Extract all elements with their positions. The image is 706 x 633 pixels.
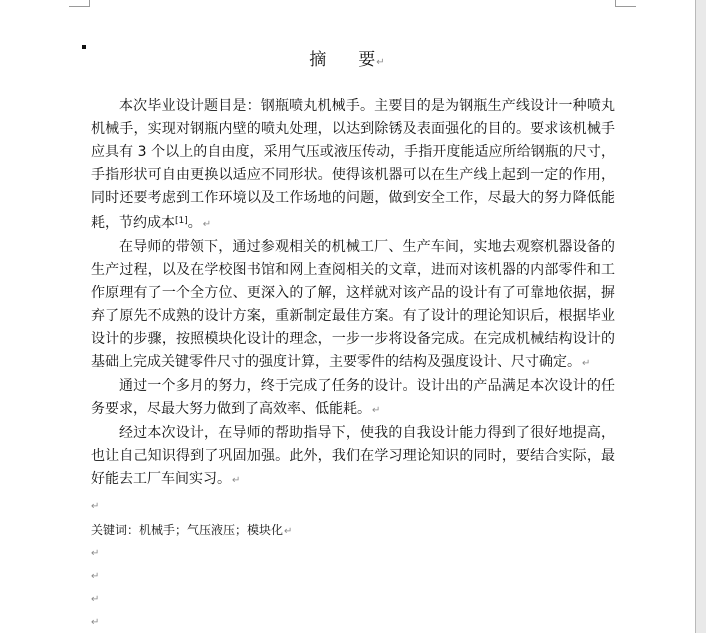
paragraph-mark: ↵ [284, 526, 293, 537]
paragraph-1-text: 本次毕业设计题目是：钢瓶喷丸机械手。主要目的是为钢瓶生产线设计一种喷丸机械手，实现对钢瓶内壁的喷丸处理，以达到除锈及表面强化的目的。要求该机械手应具有 3 个以上的自由度，采用气压或液压传动，手指开度能适应所给钢瓶的尺寸，手指形状可自由更换以适应不同形状。使得该机器可以在生产线上起到一定的作用，同时还要考虑到工作环境以及工作场地的问题，做到安全工作，尽最大的努力降低能耗，节约成本 [91, 98, 615, 231]
paragraph-mark: ↵ [202, 219, 212, 230]
keywords-text: 关键词：机械手；气压液压；模块化 [91, 523, 284, 537]
empty-paragraph-mark: ↵ [91, 617, 100, 628]
paragraph-mark: ↵ [376, 57, 385, 68]
empty-paragraph-mark: ↵ [91, 571, 100, 582]
abstract-title [0, 49, 694, 74]
paragraph-3-text: 通过一个多月的努力，终于完成了任务的设计。设计出的产品满足本次设计的任务要求，尽最大努力做到了高效率、低能耗。 [91, 378, 615, 417]
paragraph-mark: ↵ [372, 405, 381, 416]
paragraph-mark: ↵ [582, 358, 591, 369]
title-char-right: 要 [358, 50, 376, 70]
paragraph-4 [91, 422, 615, 492]
paragraph-2-text: 在导师的带领下，通过参观相关的机械工厂、生产车间，实地去观察机器设备的生产过程，以及在学校图书馆和网上查阅相关的文章，进而对该机器的内部零件和工作原理有了一个全方位、更深入的了解，这样就对该产品的设计有了可靠地依据，摒弃了原先不成熟的设计方案，重新制定最佳方案。有了设计的理论知识后，根据毕业设计的步骤，按照模块化设计的理念，一步一步将设备完成。在完成机械结构设计的基础上完成关键零件尺寸的强度计算，主要零件的结构及强度设计、尺寸确定。 [91, 239, 615, 370]
title-char-left: 摘 [309, 50, 327, 70]
empty-paragraph-mark: ↵ [91, 548, 100, 559]
keywords-line [91, 522, 292, 540]
top-left-margin-marker [69, 0, 90, 7]
paragraph-mark: ↵ [232, 475, 241, 486]
abstract-body[interactable] [91, 95, 615, 492]
empty-paragraph-mark: ↵ [91, 594, 100, 605]
top-right-margin-marker [615, 0, 636, 7]
page-gutter [695, 0, 706, 633]
paragraph-1: 本次毕业设计题目是：钢瓶喷丸机械手。主要目的是为钢瓶生产线设计一种喷丸机械手，实现对钢瓶内壁的喷丸处理，以达到除锈及表面强化的目的。要求该机械手应具有 3 个以上的自由度，采用气压或液压传动，手指开度能适应所给钢瓶的尺寸，手指形状可自由更换以适应不同形状。使得该机器可以在生产线上起到一定的作用，同时还要考虑到工作环境以及工作场地的问题，做到安全工作，尽最大的努力降低能耗，节约成本[1]。↵ [91, 98, 615, 231]
paragraph-3 [91, 375, 615, 422]
paragraph-2 [91, 236, 615, 375]
empty-paragraph-mark: ↵ [91, 501, 100, 512]
citation-marker: [1] [175, 216, 188, 226]
paragraph-4-text: 经过本次设计，在导师的帮助指导下，使我的自我设计能力得到了很好地提高，也让自己知识得到了巩固加强。此外，我们在学习理论知识的同时，要结合实际，最好能去工厂车间实习。 [91, 425, 615, 487]
